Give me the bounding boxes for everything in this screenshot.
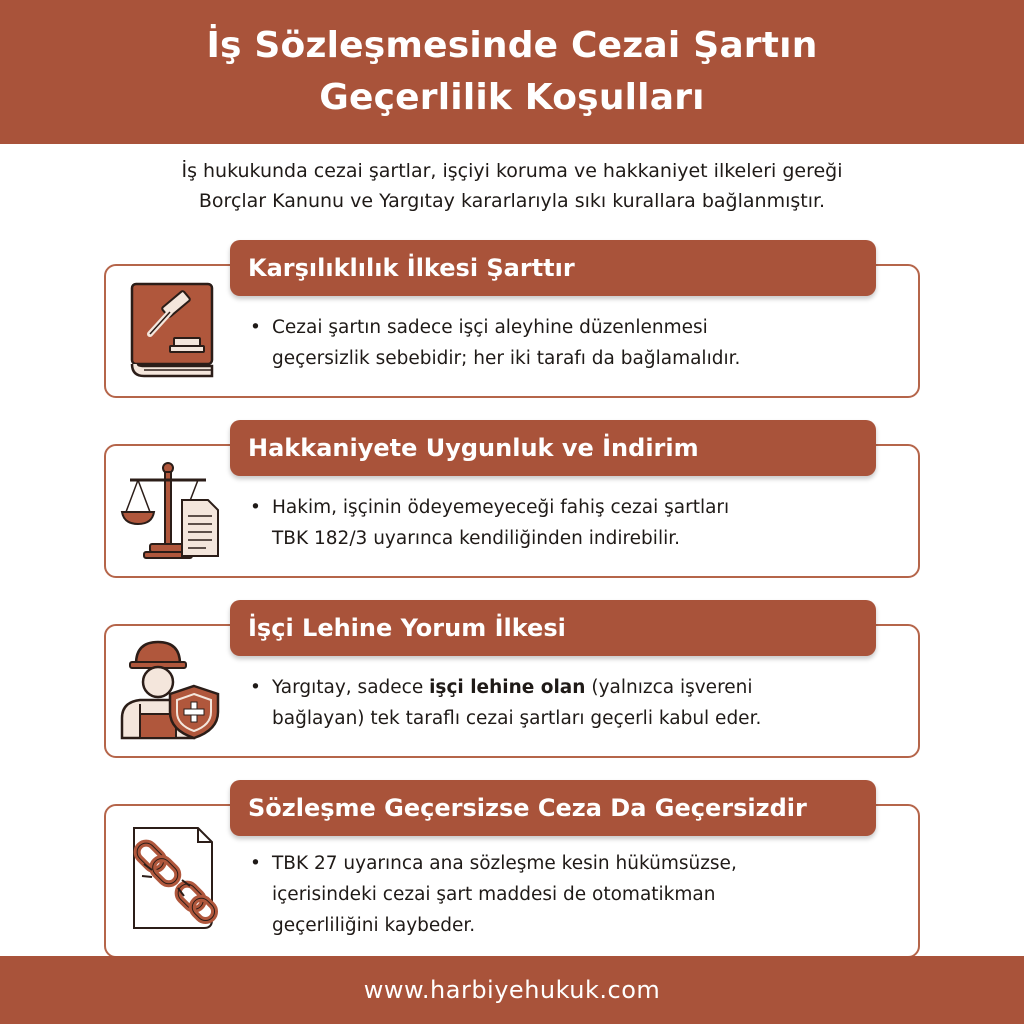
bullet-text: (yalnızca işvereni [585,677,753,698]
scales-document-icon [118,456,228,566]
section-bullet-reciprocity [250,312,900,374]
section-title-invalid-contract [230,780,876,836]
section-bullet-invalid-contract [250,848,900,941]
bullet-line: Cezai şartın sadece işçi aleyhine düzenlenmesi [272,317,708,338]
section-bullet-equity [250,492,900,554]
section-title-text: Sözleşme Geçersizse Ceza Da Geçersizdir [248,794,807,822]
bullet-line [272,672,761,703]
section-title-worker-favor [230,600,876,656]
bullet-line: Hakim, işçinin ödeyemeyeceği fahiş cezai şartları [272,497,730,518]
bullet-marker: • [250,497,261,518]
section-title-reciprocity [230,240,876,296]
page-title-line-2: Geçerlilik Koşulları [319,77,705,118]
bullet-marker: • [250,677,261,698]
section-bullet-worker-favor [250,672,900,734]
law-book-gavel-icon [118,276,228,386]
header-banner [0,0,1024,144]
bullet-text: Yargıtay, sadece [272,677,430,698]
bullet-line: geçerliliğini kaybeder. [272,915,476,936]
section-title-text: Hakkaniyete Uygunluk ve İndirim [248,434,699,462]
bullet-line: geçersizlik sebebidir; her iki tarafı da bağlamalıdır. [272,348,741,369]
website-url: www.harbiyehukuk.com [363,976,661,1004]
bullet-marker: • [250,317,261,338]
intro-line-2: Borçlar Kanunu ve Yargıtay kararlarıyla sıkı kurallara bağlanmıştır. [198,190,826,212]
bullet-line: TBK 182/3 uyarınca kendiliğinden indirebilir. [272,528,681,549]
page-title-line-1: İş Sözleşmesinde Cezai Şartın [206,25,818,66]
section-title-text: Karşılıklılık İlkesi Şarttır [248,254,575,282]
intro-line-1: İş hukukunda cezai şartlar, işçiyi koruma ve hakkaniyet ilkeleri gereği [181,160,843,182]
bullet-marker: • [250,853,261,874]
worker-shield-icon [118,634,228,744]
bullet-line: içerisindeki cezai şart maddesi de otomatikman [272,884,716,905]
section-title-text: İşçi Lehine Yorum İlkesi [248,614,566,642]
section-title-equity [230,420,876,476]
bullet-line: bağlayan) tek taraflı cezai şartları geçerli kabul eder. [272,708,762,729]
bullet-line: TBK 27 uyarınca ana sözleşme kesin hükümsüzse, [272,853,737,874]
broken-chain-document-icon [118,824,228,934]
bullet-emphasis: işçi lehine olan [429,677,586,698]
intro-text [0,156,1024,216]
footer-banner [0,956,1024,1024]
